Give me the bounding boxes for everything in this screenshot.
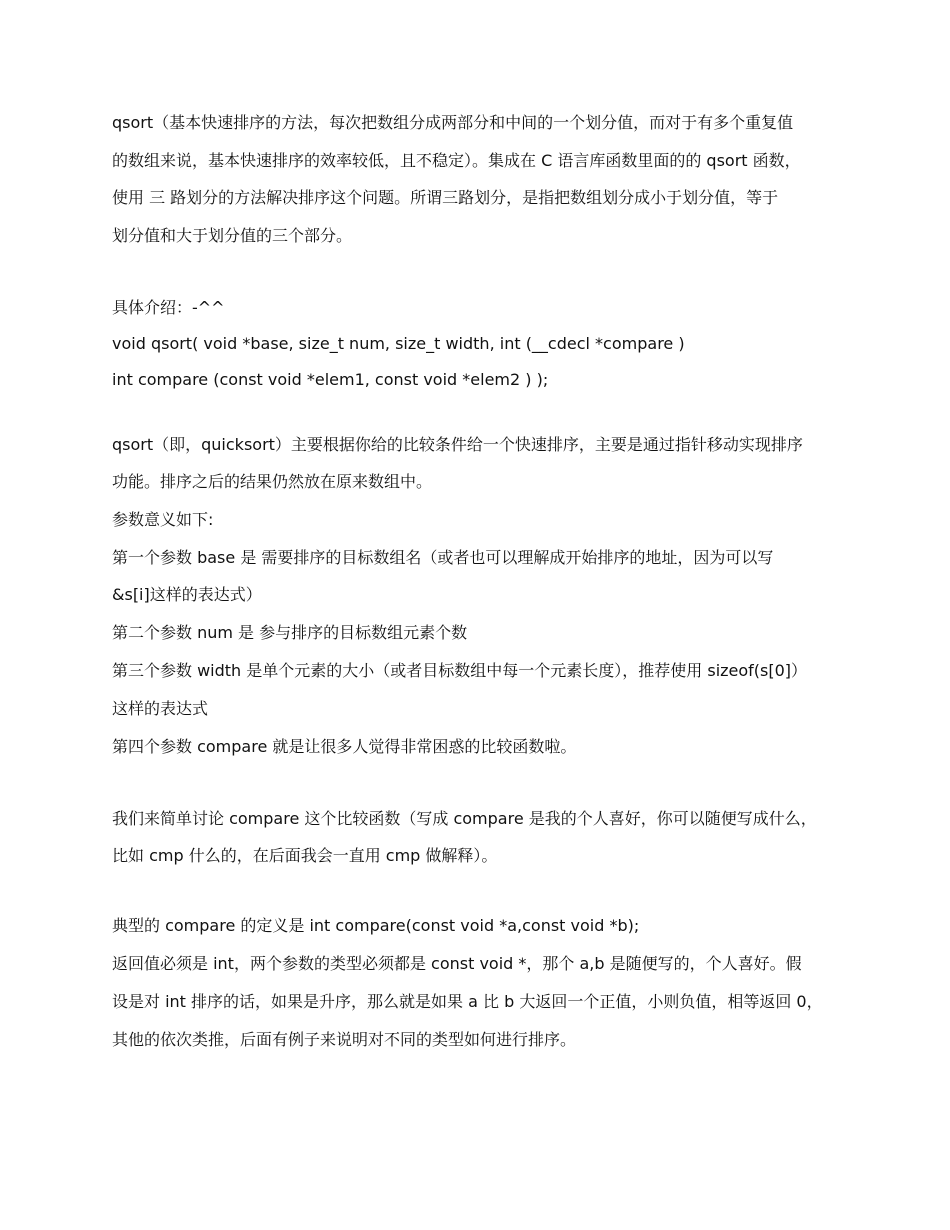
- compare-signature: int compare (const void *elem1, const void *elem2 ) );: [112, 370, 549, 389]
- intro-line-2: 的数组来说，基本快速排序的效率较低，且不稳定）。集成在 C 语言库函数里面的的 qsort 函数，: [112, 151, 801, 170]
- param-width: 第三个参数 width 是单个元素的大小（或者目标数组中每一个元素长度），推荐使用 sizeof(s[0]）: [112, 661, 808, 680]
- params-heading: 参数意义如下:: [112, 510, 214, 529]
- param-num: 第二个参数 num 是 参与排序的目标数组元素个数: [112, 623, 468, 642]
- param-compare: 第四个参数 compare 就是让很多人觉得非常困惑的比较函数啦。: [112, 737, 577, 756]
- params-line-2: 功能。排序之后的结果仍然放在原来数组中。: [112, 472, 433, 491]
- qsort-signature: void qsort( void *base, size_t num, size_t width, int (__cdecl *compare ): [112, 334, 685, 353]
- params-line-1: qsort（即，quicksort）主要根据你给的比较条件给一个快速排序，主要是通过指针移动实现排序: [112, 435, 803, 454]
- compare-intro-line-2: 比如 cmp 什么的，在后面我会一直用 cmp 做解释）。: [112, 846, 498, 865]
- intro-line-1: qsort（基本快速排序的方法，每次把数组分成两部分和中间的一个划分值，而对于有多个重复值: [112, 113, 794, 132]
- intro-line-4: 划分值和大于划分值的三个部分。: [112, 226, 353, 245]
- param-base: 第一个参数 base 是 需要排序的目标数组名（或者也可以理解成开始排序的地址，因为可以写: [112, 548, 774, 567]
- compare-def-line-2: 返回值必须是 int，两个参数的类型必须都是 const void *，那个 a,b 是随便写的，个人喜好。假: [112, 954, 802, 973]
- intro-line-3: 使用 三 路划分的方法解决排序这个问题。所谓三路划分，是指把数组划分成小于划分值，等于: [112, 188, 779, 207]
- compare-intro-line-1: 我们来简单讨论 compare 这个比较函数（写成 compare 是我的个人喜好，你可以随便写成什么，: [112, 809, 817, 828]
- detail-heading: 具体介绍：-^^: [112, 298, 225, 317]
- compare-def-line-4: 其他的依次类推，后面有例子来说明对不同的类型如何进行排序。: [112, 1030, 577, 1049]
- param-base-cont: &s[i]这样的表达式）: [112, 585, 262, 604]
- param-width-cont: 这样的表达式: [112, 699, 209, 718]
- compare-def-line-1: 典型的 compare 的定义是 int compare(const void *a,const void *b);: [112, 916, 640, 935]
- compare-def-line-3: 设是对 int 排序的话，如果是升序，那么就是如果 a 比 b 大返回一个正值，小则负值，相等返回 0，: [112, 992, 823, 1011]
